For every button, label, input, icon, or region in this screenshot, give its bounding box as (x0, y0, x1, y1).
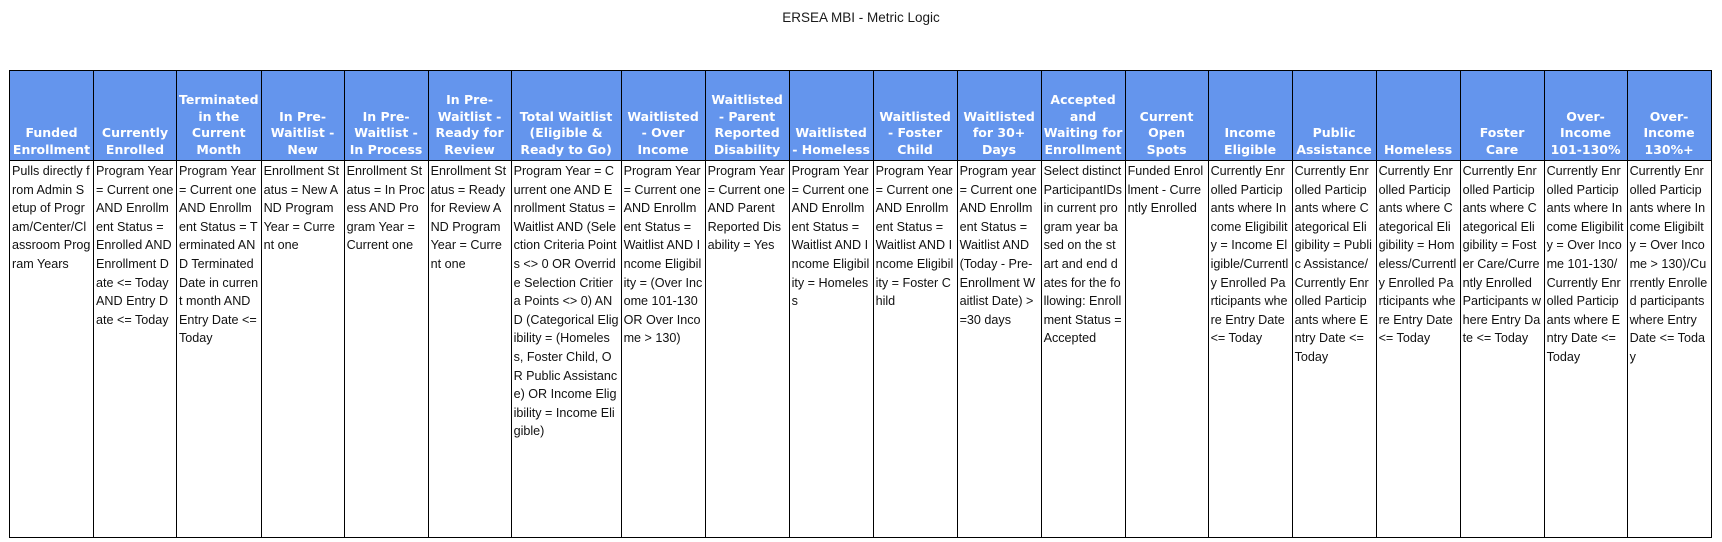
logic-cell: Program Year = Current one AND Enrollment Status = Enrolled AND Enrollment Date <= Today AND Entry Date <= Today (94, 161, 177, 538)
logic-cell: Currently Enrolled Participants where Categorical Eligibility = Foster Care/Currently Enrolled Participants where Entry Date <= Today (1460, 161, 1544, 538)
column-header: Waitlisted for 30+ Days (957, 71, 1041, 161)
column-header: Total Waitlist (Eligible & Ready to Go) (511, 71, 621, 161)
logic-cell: Program year = Current one AND Enrollment Status = Waitlist AND (Today - Pre-Enrollment Waitlist Date) >=30 days (957, 161, 1041, 538)
logic-cell: Program Year = Current one AND Enrollment Status = Waitlist AND Income Eligibility = (Over Income 101-130 OR Over Income > 130) (621, 161, 705, 538)
column-header: Homeless (1376, 71, 1460, 161)
column-header: Waitlisted - Foster Child (873, 71, 957, 161)
logic-cell: Funded Enrollment - Currently Enrolled (1125, 161, 1208, 538)
column-header: Public Assistance (1292, 71, 1376, 161)
column-header: Terminated in the Current Month (177, 71, 262, 161)
column-header: Current Open Spots (1125, 71, 1208, 161)
column-header: Foster Care (1460, 71, 1544, 161)
logic-cell: Currently Enrolled Participants where Categorical Eligibility = Public Assistance/Currently Enrolled Participants where Entry Date <= Today (1292, 161, 1376, 538)
logic-cell: Currently Enrolled Participants where Income Eligibility = Income Eligible/Currently Enrolled Participants where Entry Date <= Today (1208, 161, 1292, 538)
logic-cell: Program Year = Current one AND Enrollment Status = Waitlist AND (Selection Criteria Points <> 0 OR Override Selection Critiera Points <> 0) AND (Categorical Eligibility = (Homeless, Foster Child, OR Public Assistance) OR Income Eligibility = Income Eligible) (511, 161, 621, 538)
column-header: Over-Income 101-130% (1544, 71, 1627, 161)
logic-cell: Enrollment Status = New AND Program Year = Current one (261, 161, 344, 538)
column-header: Currently Enrolled (94, 71, 177, 161)
column-header: Waitlisted - Homeless (789, 71, 873, 161)
column-header: Income Eligible (1208, 71, 1292, 161)
logic-cell: Currently Enrolled Participants where Categorical Eligibility = Homeless/Currently Enrolled Participants where Entry Date <= Today (1376, 161, 1460, 538)
column-header: Funded Enrollment (10, 71, 94, 161)
column-header: In Pre-Waitlist - New (261, 71, 344, 161)
logic-cell: Program Year = Current one AND Enrollment Status = Terminated AND Terminated Date in current month AND Entry Date <= Today (177, 161, 262, 538)
logic-cell: Enrollment Status = Ready for Review AND Program Year = Current one (428, 161, 511, 538)
column-header: Waitlisted - Over Income (621, 71, 705, 161)
logic-cell: Program Year = Current one AND Parent Reported Disability = Yes (705, 161, 789, 538)
logic-row (10, 161, 1712, 538)
logic-cell: Pulls directly from Admin Setup of Program/Center/Classroom Program Years (10, 161, 94, 538)
logic-cell: Enrollment Status = In Process AND Program Year = Current one (344, 161, 428, 538)
logic-cell: Program Year = Current one AND Enrollment Status = Waitlist AND Income Eligibility = Homeless (789, 161, 873, 538)
column-header: In Pre-Waitlist - In Process (344, 71, 428, 161)
column-header: Over-Income 130%+ (1627, 71, 1711, 161)
page-title: ERSEA MBI - Metric Logic (782, 10, 940, 25)
logic-cell: Currently Enrolled Participants where Income Eligibilty = Over Income > 130)/Currently Enrolled participants where Entry Date <= Today (1627, 161, 1711, 538)
logic-cell: Select distinct ParticipantIDs in current program year based on the start and end dates for the following: Enrollment Status = Accepted (1041, 161, 1125, 538)
header-row (10, 71, 1712, 161)
logic-cell: Currently Enrolled Participants where Income Eligibility = Over Income 101-130/Currently Enrolled Participants where Entry Date <= Today (1544, 161, 1627, 538)
metric-logic-table (9, 70, 1712, 538)
column-header: In Pre-Waitlist - Ready for Review (428, 71, 511, 161)
column-header: Accepted and Waiting for Enrollment (1041, 71, 1125, 161)
logic-cell: Program Year = Current one AND Enrollment Status = Waitlist AND Income Eligibility = Foster Child (873, 161, 957, 538)
column-header: Waitlisted - Parent Reported Disability (705, 71, 789, 161)
